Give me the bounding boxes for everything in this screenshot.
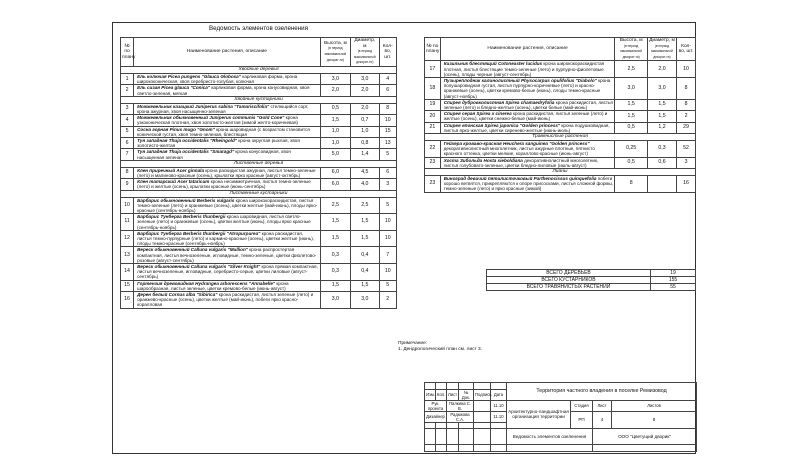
plant-height: 2,5 — [615, 61, 647, 78]
plant-description — [440, 122, 615, 133]
plant-row — [121, 167, 397, 178]
plant-name: Кизильник блестящий Cotoneaster lucidus — [443, 61, 543, 67]
project-name: Территория частного владения в поселке Ремизовод — [507, 383, 697, 401]
header-qty: Кол-во, шт. — [677, 38, 696, 61]
plant-desc-text: крона подушковидная, листья ярко-желтые, цветки сиренево-желтые (июнь-июль) — [443, 122, 610, 133]
col-izm: Изм. — [425, 389, 436, 400]
header-height — [615, 38, 647, 61]
header-diameter — [351, 38, 379, 67]
plant-description — [134, 149, 321, 160]
plant-row — [425, 122, 696, 133]
header-row — [425, 38, 696, 61]
plant-height: 8 — [615, 176, 647, 193]
plant-num: 15 — [121, 280, 134, 291]
plant-desc-text: декоративнолистный многолетник, листья голубовато-зеленые, цветки бледно-лиловые (июль-август) — [443, 157, 599, 168]
plant-desc-text: крона раскидистая, листья темно-пурпурные (лето) и кармино-красные (осень), цветки желтые (июнь), плоды темно-красные (сентябрь-ноябрь) — [137, 230, 315, 247]
plant-row — [121, 103, 397, 114]
plant-qty: 10 — [379, 214, 397, 231]
col-list: Лист — [447, 389, 459, 400]
total-row — [487, 284, 696, 291]
plant-description — [440, 61, 615, 78]
header-diameter-label: Диаметр, м — [649, 38, 675, 43]
organization: ООО "Цветущий дворик" — [593, 429, 697, 445]
plant-qty: 7 — [379, 247, 397, 264]
plant-row — [121, 179, 397, 190]
plant-row — [121, 138, 397, 149]
plant-num: 4 — [121, 115, 134, 126]
plant-qty: 10 — [379, 230, 397, 247]
col-kol: Кол. — [436, 389, 447, 400]
section-label: Хвойные кустарники — [121, 96, 397, 103]
plant-desc-text: побеги хорошо ветвятся, прикрепляются к опоре присосками, листья сложной формы, темно-зеленые (лето) и ярко красные (зимой) — [443, 176, 614, 192]
plant-diameter: 1,2 — [647, 122, 676, 133]
plant-diameter: 3,0 — [351, 292, 379, 309]
plant-num: 9 — [121, 179, 134, 190]
header-diameter — [647, 38, 676, 61]
plant-qty: 29 — [677, 122, 696, 133]
plant-diameter: 1,4 — [351, 149, 379, 160]
plant-height: 0,3 — [320, 247, 351, 264]
plant-qty: 5 — [379, 149, 397, 160]
plant-num: 18 — [425, 77, 441, 99]
plant-num: 8 — [121, 167, 134, 178]
plant-diameter: 4,0 — [351, 179, 379, 190]
plant-qty: 10 — [379, 264, 397, 281]
total-row — [487, 277, 696, 284]
plant-height: 0,5 — [615, 122, 647, 133]
plant-diameter: 1,5 — [647, 99, 676, 110]
plant-num: 11 — [121, 214, 134, 231]
plant-diameter — [647, 176, 676, 193]
section-label: Лиственные кустарники — [121, 190, 397, 197]
plant-name: Хоста Зибольда Hosta sieboldiana — [443, 157, 523, 163]
plant-desc-text: карликовая форма, крона ширококоническая, хвоя серебристо-голубая, колючая — [137, 73, 298, 85]
header-height-label: Высота, м — [323, 40, 347, 46]
plant-description — [134, 214, 321, 231]
plant-row — [425, 141, 696, 158]
plant-qty: 16 — [677, 176, 696, 193]
plant-name: Ель сизая Picea glauca "Conica" — [137, 85, 211, 91]
plant-description — [134, 138, 321, 149]
plant-row — [425, 61, 696, 78]
plant-row — [121, 85, 397, 96]
total-label: ВСЕГО КУСТАРНИКОВ — [487, 277, 651, 284]
plant-diameter: 1,0 — [351, 126, 379, 137]
person2-role: Дизайнер — [425, 411, 447, 422]
plant-diameter: 0,4 — [351, 264, 379, 281]
header-height-label: Высота, м — [619, 38, 643, 43]
planting-schedule-left — [120, 37, 397, 309]
plant-num: 10 — [121, 197, 134, 214]
stage-header: Стадия — [571, 400, 593, 411]
plant-diameter: 3,0 — [647, 77, 676, 99]
plant-num: 21 — [425, 122, 441, 133]
header-num: № по плану — [425, 38, 441, 61]
notes-title: Примечание: — [398, 341, 428, 346]
plant-row — [121, 126, 397, 137]
plant-qty: 8 — [677, 77, 696, 99]
plant-num: 12 — [121, 230, 134, 247]
doc-type: Архитектурно-ландшафтная организация территории — [507, 400, 571, 429]
plant-name: Барбарис обыкновенный Berberis vulgaris — [137, 197, 235, 203]
plant-diameter: 1,5 — [351, 214, 379, 231]
section-label: Лиственные деревья — [121, 160, 397, 167]
plant-description — [134, 264, 321, 281]
plant-num: 3 — [121, 103, 134, 114]
plant-row — [121, 247, 397, 264]
sheet-value: 4 — [593, 411, 612, 429]
plant-num: 17 — [425, 61, 441, 78]
plant-description — [440, 141, 615, 158]
plant-desc-text: крона раскидистая, листья зеленые (лето) и бледно-желтые (осень), цветки белые (май-июнь) — [443, 99, 613, 110]
plant-qty: 2 — [379, 292, 397, 309]
plant-name: Виноград девичий пятилисточковый Parthenocissus quinquefolia — [443, 176, 597, 182]
plant-height: 0,5 — [615, 157, 647, 168]
plant-desc-text: карликовая форма, крона конусовидная, хвоя светло-зеленая, мягкая — [137, 85, 310, 96]
plant-name: Можжевельник казацкий Juniperus sabina "Tamariscifolia" — [137, 103, 270, 109]
sheets-header: Листов — [612, 400, 697, 411]
plant-desc-text: декоративнолистный многолетник, листья ажурные плотные, пятнисто красного оттенка, цветки мелкие, кораллово-красные (июнь-август) — [443, 146, 595, 157]
plant-description — [134, 115, 321, 126]
header-height-sub: (в период максимальной декорат-ти) — [324, 46, 347, 62]
plant-qty: 10 — [379, 115, 397, 126]
plant-height: 1,5 — [320, 214, 351, 231]
plant-desc-text: крона раскидистая, листья зеленые (лето) и желтые (осень), цветки снежно-белые (май-июнь) — [443, 111, 608, 122]
section-row — [121, 160, 397, 167]
plant-description — [134, 73, 321, 84]
section-label: Хвойные деревья — [121, 66, 397, 73]
plant-diameter: 3,0 — [351, 73, 379, 84]
plant-row — [425, 77, 696, 99]
plant-description — [134, 85, 321, 96]
plant-height: 3,0 — [320, 292, 351, 309]
plant-num: 14 — [121, 264, 134, 281]
plant-diameter: 1,5 — [647, 111, 676, 122]
plant-name: Гейхера кроваво-красная Heuchera sanguinea "Golden princess" — [443, 141, 590, 147]
plant-desc-text: крона распростертая компактная, листья вечнозеленые, игловидные, темно-зеленые, цветки фиолетово-розовые (август-сентябрь) — [137, 247, 317, 263]
plant-diameter: 1,5 — [351, 280, 379, 291]
plant-description — [134, 126, 321, 137]
plant-description — [134, 103, 321, 114]
plant-qty: 52 — [677, 141, 696, 158]
section-row — [121, 190, 397, 197]
plant-row — [121, 230, 397, 247]
plant-description — [134, 292, 321, 309]
plant-description — [440, 111, 615, 122]
plant-desc-text: крона шаровидная, листья светло-зеленые (лето) и оранжевые (осень), цветки желтые (июнь), плоды ярко красные (сентябрь-ноябрь) — [137, 214, 311, 230]
plant-num: 13 — [121, 247, 134, 264]
plant-diameter: 0,3 — [647, 141, 676, 158]
plant-num: 5 — [121, 126, 134, 137]
plant-name: Спирея дубровколистная Spirea chamaedryfolia — [443, 99, 555, 105]
total-value: 155 — [651, 277, 696, 284]
plant-diameter: 1,5 — [351, 230, 379, 247]
plant-diameter: 2,0 — [351, 85, 379, 96]
plant-height: 1,5 — [615, 111, 647, 122]
plant-desc-text: крона раскидистая, листья зеленые (лето) и оранжево-красные (осень), цветки желтые (май-июнь), побеги ярко красно-коралловая — [137, 292, 314, 308]
col-sign: Подпись — [474, 389, 491, 400]
plant-qty: 8 — [379, 103, 397, 114]
sheet-title-cell: Ведомость элементов озеленения — [507, 429, 593, 445]
plant-desc-text: крона полушаровидная густая, листья пурпурно-коричневые (лето) и красно-оранжевые (осень), цветки кремово-белые (июнь), плоды темно-красные (август-ноябрь) — [443, 77, 611, 99]
plant-row — [121, 149, 397, 160]
person1-name: Палкина С. В. — [447, 400, 474, 411]
header-height — [320, 38, 351, 67]
plant-name: Дерен белый Cornus alba "Sibirica" — [137, 292, 218, 298]
person2-date: 11.10 — [491, 411, 507, 422]
plant-qty: 6 — [379, 85, 397, 96]
plant-num: 7 — [121, 149, 134, 160]
plant-height: 0,5 — [320, 103, 351, 114]
sheets-value: 8 — [612, 411, 697, 429]
plant-row — [425, 99, 696, 110]
plant-name: Барбарис Тунберга Berberis thunbergii — [137, 214, 226, 220]
plant-qty: 3 — [677, 157, 696, 168]
plant-height: 1,0 — [320, 138, 351, 149]
plant-row — [121, 115, 397, 126]
plant-num: 20 — [425, 111, 441, 122]
plant-qty: 13 — [379, 138, 397, 149]
totals-table — [486, 269, 696, 291]
header-name: Наименование растения, описание — [134, 38, 321, 67]
plant-qty: 5 — [379, 280, 397, 291]
plant-num: 23 — [425, 176, 441, 193]
section-row — [425, 134, 696, 141]
plant-name: Спирея японская Spirea japonica "Golden princess" — [443, 122, 561, 128]
plant-qty: 4 — [379, 73, 397, 84]
plant-height: 6,0 — [320, 167, 351, 178]
plant-name: Вереск обыкновенный Calluna vulgaris "Mullion" — [137, 247, 248, 253]
person1-date: 11.10 — [491, 400, 507, 411]
notes-line: 1. Дендрологический план см. лист 3. — [398, 347, 483, 352]
col-date: Дата — [491, 389, 507, 400]
plant-name: Пузыреплодник калинолистный Physocarpus opulifolius "Diabolo" — [443, 77, 597, 83]
plant-description — [134, 179, 321, 190]
plant-qty: 8 — [677, 99, 696, 110]
col-doc: № Док. — [459, 389, 474, 400]
plant-diameter: 4,5 — [351, 167, 379, 178]
plant-qty: 3 — [379, 179, 397, 190]
plant-qty: 5 — [379, 197, 397, 214]
plant-height: 0,3 — [320, 264, 351, 281]
section-label: Травянистые растения — [425, 134, 696, 141]
plant-height: 1,5 — [615, 99, 647, 110]
plant-description — [134, 280, 321, 291]
plant-name: Можжевельник обыкновенный Juniperus communis "Gold Cone" — [137, 115, 285, 121]
plant-height: 1,5 — [320, 115, 351, 126]
plant-height: 2,0 — [320, 85, 351, 96]
plant-num: 19 — [425, 99, 441, 110]
plant-height: 2,5 — [320, 197, 351, 214]
header-row — [121, 38, 397, 67]
plant-name: Барбарис Тунберга Berberis thunbergii "Atropurpurea" — [137, 230, 261, 236]
plant-num: 23 — [425, 157, 441, 168]
stage-value: РП — [571, 411, 593, 429]
plant-row — [121, 280, 397, 291]
plant-height: 1,5 — [320, 230, 351, 247]
plant-num: 2 — [121, 85, 134, 96]
total-value: 55 — [651, 284, 696, 291]
plant-name: Вереск обыкновенный Calluna vulgaris "Silver Knight" — [137, 264, 261, 270]
title-block — [424, 382, 697, 452]
plant-name: Спирея серая Spirea x cinerea — [443, 111, 512, 117]
plant-row — [121, 214, 397, 231]
plant-name: Клен татарский Acer tataricum — [137, 179, 210, 185]
header-diameter-label: Диаметр, м — [354, 38, 376, 49]
plant-description — [440, 157, 615, 168]
planting-schedule-right — [424, 37, 696, 193]
sheet-header: Лист — [593, 400, 612, 411]
plant-qty: 6 — [379, 167, 397, 178]
plant-height: 0,25 — [615, 141, 647, 158]
plant-height: 3,0 — [615, 77, 647, 99]
plant-name: Клен приречный Acer ginnala — [137, 167, 204, 173]
plant-num: 16 — [121, 292, 134, 309]
notes — [398, 341, 482, 353]
section-row — [121, 96, 397, 103]
plant-diameter: 2,5 — [351, 197, 379, 214]
plant-height: 3,0 — [320, 73, 351, 84]
plant-row — [425, 111, 696, 122]
header-diameter-sub: (в период максимальной декорат-ти) — [651, 43, 673, 59]
plant-desc-text: стелющийся сорт, крона ажурная, хвоя насыщенно-зеленая — [137, 103, 309, 114]
plant-height: 5,0 — [320, 149, 351, 160]
plant-qty: 10 — [677, 61, 696, 78]
plant-diameter: 2,0 — [647, 61, 676, 78]
plant-description — [134, 167, 321, 178]
section-label: Лианы — [425, 169, 696, 176]
plant-desc-text: крона конусовидная, хвоя насыщенная зеленая — [137, 149, 291, 160]
sheet-title: Ведомость элементов озеленения — [209, 25, 308, 32]
plant-row — [121, 292, 397, 309]
plant-num: 1 — [121, 73, 134, 84]
header-diameter-sub: (в период максимальной декорат-ти) — [354, 49, 376, 65]
person2-name: Радюкова С.А. — [447, 411, 474, 422]
plant-description — [440, 99, 615, 110]
plant-qty: 15 — [379, 126, 397, 137]
plant-height: 1,5 — [320, 280, 351, 291]
plant-diameter: 0,7 — [351, 115, 379, 126]
plant-name: Ель колючая Picea pungens "Glauca Globosa" — [137, 73, 241, 79]
plant-description — [134, 230, 321, 247]
plant-description — [134, 197, 321, 214]
plant-diameter: 0,8 — [351, 138, 379, 149]
total-row — [487, 270, 696, 277]
plant-description — [440, 77, 615, 99]
plant-desc-text: крона прямая компактная, листья вечнозеленые, игловидные, серебристо-серые, цветки лиловые (август-сентябрь) — [137, 264, 318, 280]
plant-description — [134, 247, 321, 264]
plant-diameter: 0,6 — [647, 157, 676, 168]
plant-name: Гортензия древовидная Hydrangea arborescens "Annabelle" — [137, 280, 276, 286]
section-row — [425, 169, 696, 176]
plant-desc-text: крона шарообразная, листья зеленые, цветки кремово-белые (июнь-август) — [137, 280, 289, 291]
plant-qty: 2 — [677, 111, 696, 122]
plant-num: 22 — [425, 141, 441, 158]
plant-row — [121, 264, 397, 281]
plant-diameter: 2,0 — [351, 103, 379, 114]
section-row — [121, 66, 397, 73]
plant-diameter: 0,4 — [351, 247, 379, 264]
plant-desc-text: крона раскидистая ажурная, листья темно-зеленые (лето) и малиново-красные (осень), крылатки ярко красные (август-октябрь) — [137, 167, 316, 179]
plant-desc-text: крона шаровидная (с возрастом становится конической густая, хвоя темно-зеленая, блестящая — [137, 126, 310, 137]
plant-num: 6 — [121, 138, 134, 149]
plant-name: Туя западная Thuja occidentalis "Smaragd" — [137, 149, 235, 155]
plant-desc-text: крона несимметричная, листья темно-зеленые (лето) и желтые (осень), крылатки красные (июнь-сентябрь) — [137, 179, 311, 190]
plant-description — [440, 176, 615, 193]
plant-row — [121, 73, 397, 84]
person1-role: Рук. проекта — [425, 400, 447, 411]
plant-desc-text: крона ширококораскидистая, листья темно-зеленые (лето) и оранжевые (осень), цветки желтые (май-июнь), плоды ярко-красные (сентябрь-ноябрь) — [137, 197, 318, 214]
total-value: 19 — [651, 270, 696, 277]
plant-height: 1,0 — [320, 126, 351, 137]
header-name: Наименование растения, описание — [440, 38, 615, 61]
plant-name: Сосна горная Pinus mugo "Gnom" — [137, 126, 215, 132]
plant-desc-text: крона ширококораскидистая плотная, листья блестящие темно-зеленые (лето) и пурпурно-фиолетовые (осень), плоды черные (август-сентябрь) — [443, 61, 605, 77]
header-height-sub: (в период максимальной декорат-ти) — [620, 43, 642, 59]
total-label: ВСЕГО ДЕРЕВЬЕВ — [487, 270, 651, 277]
plant-desc-text: крона округлая рыхлая, хвоя золотисто-желтая — [137, 138, 300, 149]
plant-row — [121, 197, 397, 214]
header-qty: Кол-во, шт. — [379, 38, 397, 67]
total-label: ВСЕГО ТРАВЯНИСТЫХ РАСТЕНИЙ — [487, 284, 651, 291]
plant-desc-text: крона узкоконическая плотная, хвоя золотисто-желтая (зимой желто-коричневая) — [137, 115, 298, 126]
plant-height: 6,0 — [320, 179, 351, 190]
plant-name: Туя западная Thuja occidentalis "Rheingold" — [137, 138, 237, 143]
plant-row — [425, 176, 696, 193]
header-num: № по плану — [121, 38, 134, 67]
plant-row — [425, 157, 696, 168]
